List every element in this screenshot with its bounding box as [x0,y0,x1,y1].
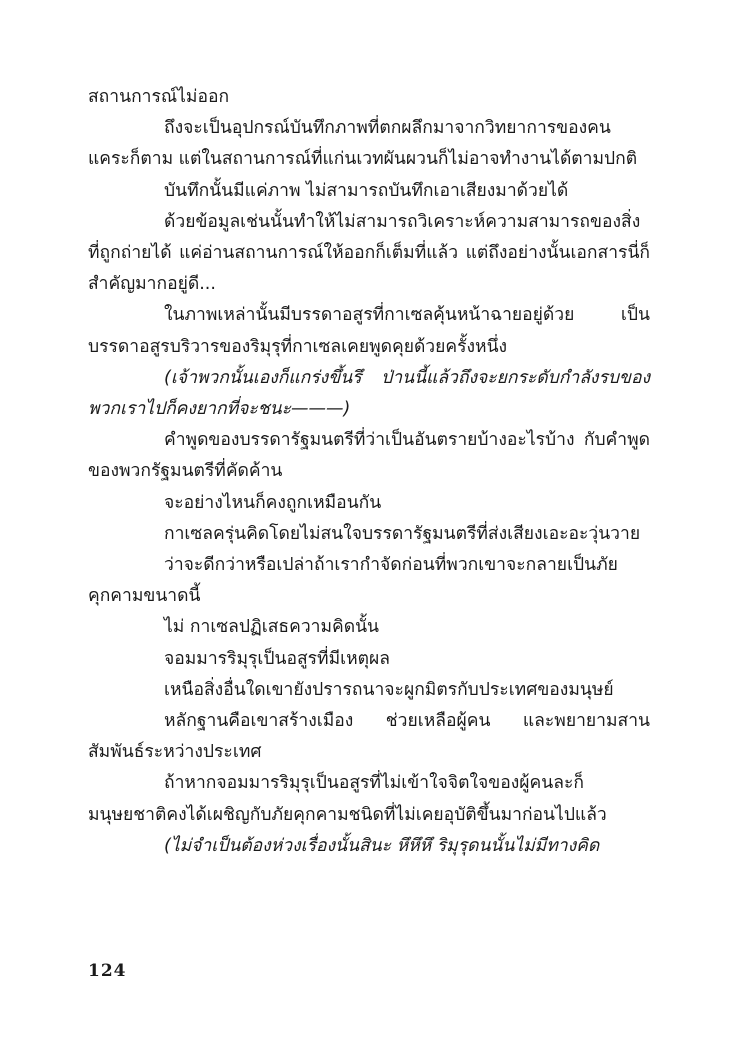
page-number: 124 [88,961,127,981]
paragraph-12: จอมมารริมุรุเป็นอสูรที่มีเหตุผล [164,648,390,669]
paragraph-7: คำพูดของบรรดารัฐมนตรีที่ว่าเป็นอันตรายบ้างอะไรบ้าง กับคำพูดของพวกรัฐมนตรีที่คัดค้าน [88,430,650,482]
paragraph-10: ว่าจะดีกว่าหรือเปล่าถ้าเรากำจัดก่อนที่พวกเขาจะกลายเป็นภัยคุกคามขนาดนี้ [88,555,618,607]
paragraph-3: บันทึกนั้นมีแค่ภาพ ไม่สามารถบันทึกเอาเสียงมาด้วยได้ [164,180,569,201]
paragraph-2: ถึงจะเป็นอุปกรณ์บันทึกภาพที่ตกผลึกมาจากวิทยาการของคนแคระก็ตาม แต่ในสถานการณ์ที่แก่นเวทผันผวนก็ไม่อาจทำงานได้ตามปกติ [88,118,638,170]
paragraph-15: ถ้าหากจอมมารริมุรุเป็นอสูรที่ไม่เข้าใจจิตใจของผู้คนละก็มนุษยชาติคงได้เผชิญกับภัยคุกคามชนิดที่ไม่เคยอุบัติขึ้นมาก่อนไปแล้ว [88,773,607,825]
paragraph-16-thought: (ไม่จำเป็นต้องห่วงเรื่องนั้นสินะ หึหึหึ ริมุรุดนนั้นไม่มีทางคิด [164,835,600,856]
paragraph-11: ไม่ กาเซลปฏิเสธความคิดนั้น [164,617,379,638]
paragraph-13: เหนือสิ่งอื่นใดเขายังปรารถนาจะผูกมิตรกับประเทศของมนุษย์ [164,679,614,700]
paragraph-6-thought: (เจ้าพวกนั้นเองก็แกร่งขึ้นรึ ป่านนี้แล้วถึงจะยกระดับกำลังรบของพวกเราไปก็คงยากที่จะชนะ———) [88,367,650,420]
page-body [88,82,650,862]
paragraph-8: จะอย่างไหนก็คงถูกเหมือนกัน [164,492,382,513]
paragraph-14: หลักฐานคือเขาสร้างเมือง ช่วยเหลือผู้คน และพยายามสานสัมพันธ์ระหว่างประเทศ [88,711,650,763]
paragraph-4: ด้วยข้อมูลเช่นนั้นทำให้ไม่สามารถวิเคราะห์ความสามารถของสิ่งที่ถูกถ่ายได้ แค่อ่านสถานการณ์ให้ออกก็เต็มที่แล้ว แต่ถึงอย่างนั้นเอกสารนี่ก็สำคัญมากอยู่ดี... [88,211,650,295]
paragraph-5: ในภาพเหล่านั้นมีบรรดาอสูรที่กาเซลคุ้นหน้าฉายอยู่ด้วย เป็นบรรดาอสูรบริวารของริมุรุที่กาเซลเคยพูดคุยด้วยครั้งหนึ่ง [88,305,650,357]
paragraph-1: สถานการณ์ไม่ออก [88,87,230,107]
paragraph-9: กาเซลครุ่นคิดโดยไม่สนใจบรรดารัฐมนตรีที่ส่งเสียงเอะอะวุ่นวาย [164,523,641,544]
